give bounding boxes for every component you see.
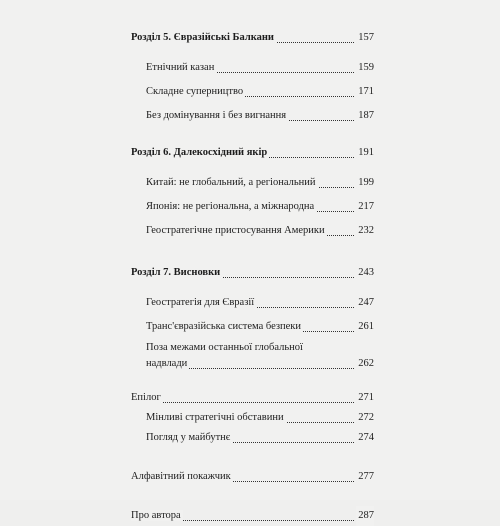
toc-entry-page: 287: [356, 506, 374, 526]
toc-item-multiline: [146, 341, 374, 374]
toc-entry-title: Японія: не регіональна, а міжнародна: [146, 201, 315, 212]
toc-entry-page: 261: [356, 317, 374, 337]
toc-entry-page: 159: [356, 58, 374, 78]
toc-entry-page: 247: [356, 293, 374, 313]
toc-entry-title-line2: надвлади: [146, 358, 188, 369]
toc-entry-page: 232: [356, 221, 374, 241]
toc-entry-page: 199: [356, 173, 374, 193]
toc-entry-title-line1: Поза межами останньої глобальної: [146, 342, 303, 353]
toc-item: [146, 197, 374, 217]
toc-entry-title: Розділ 7. Висновки: [131, 267, 221, 278]
toc-entry-page: 277: [356, 467, 374, 487]
toc-entry-page: 271: [356, 388, 374, 408]
toc-epilogue: [131, 388, 374, 408]
table-of-contents: [131, 28, 374, 526]
dot-leader: [131, 402, 354, 403]
toc-entry-page: 187: [356, 106, 374, 126]
toc-chapter-6: [131, 143, 374, 163]
toc-item: [146, 428, 374, 448]
toc-item: [146, 293, 374, 313]
toc-item: [146, 317, 374, 337]
toc-entry-title: Погляд у майбутнє: [146, 432, 231, 443]
toc-about-author: [131, 506, 374, 526]
toc-entry-page: 157: [356, 28, 374, 48]
toc-entry-title: Розділ 6. Далекосхідний якір: [131, 147, 268, 158]
toc-entry-page: 217: [356, 197, 374, 217]
toc-entry-page: 171: [356, 82, 374, 102]
toc-item: [146, 221, 374, 241]
toc-chapter-7: [131, 263, 374, 283]
toc-entry-title: Розділ 5. Євразійські Балкани: [131, 32, 274, 43]
toc-entry-page: 243: [356, 263, 374, 283]
toc-item: [146, 173, 374, 193]
toc-entry-page: 274: [356, 428, 374, 448]
toc-item: [146, 58, 374, 78]
toc-entry-title: Китай: не глобальний, а регіональний: [146, 177, 316, 188]
toc-entry-title: Без домінування і без вигнання: [146, 110, 287, 121]
toc-entry-title: Геостратегічне пристосування Америки: [146, 225, 325, 236]
toc-item: [146, 106, 374, 126]
toc-entry-title: Геостратегія для Євразії: [146, 297, 255, 308]
toc-entry-title: Складне суперництво: [146, 86, 244, 97]
toc-entry-title: Мінливі стратегічні обставини: [146, 412, 284, 423]
toc-entry-page: 262: [356, 354, 374, 374]
toc-entry-title: Етнічний казан: [146, 62, 215, 73]
toc-entry-title: Про автора: [131, 510, 181, 521]
toc-index: [131, 467, 374, 487]
toc-item: [146, 82, 374, 102]
toc-chapter-5: [131, 28, 374, 48]
toc-entry-title: Транс'євразійська система безпеки: [146, 321, 302, 332]
toc-entry-line2: [146, 354, 374, 374]
toc-entry-page: 272: [356, 408, 374, 428]
toc-item: [146, 408, 374, 428]
toc-entry-title: Епілог: [131, 392, 161, 403]
toc-entry-page: 191: [356, 143, 374, 163]
toc-entry-title: Алфавітний покажчик: [131, 471, 231, 482]
